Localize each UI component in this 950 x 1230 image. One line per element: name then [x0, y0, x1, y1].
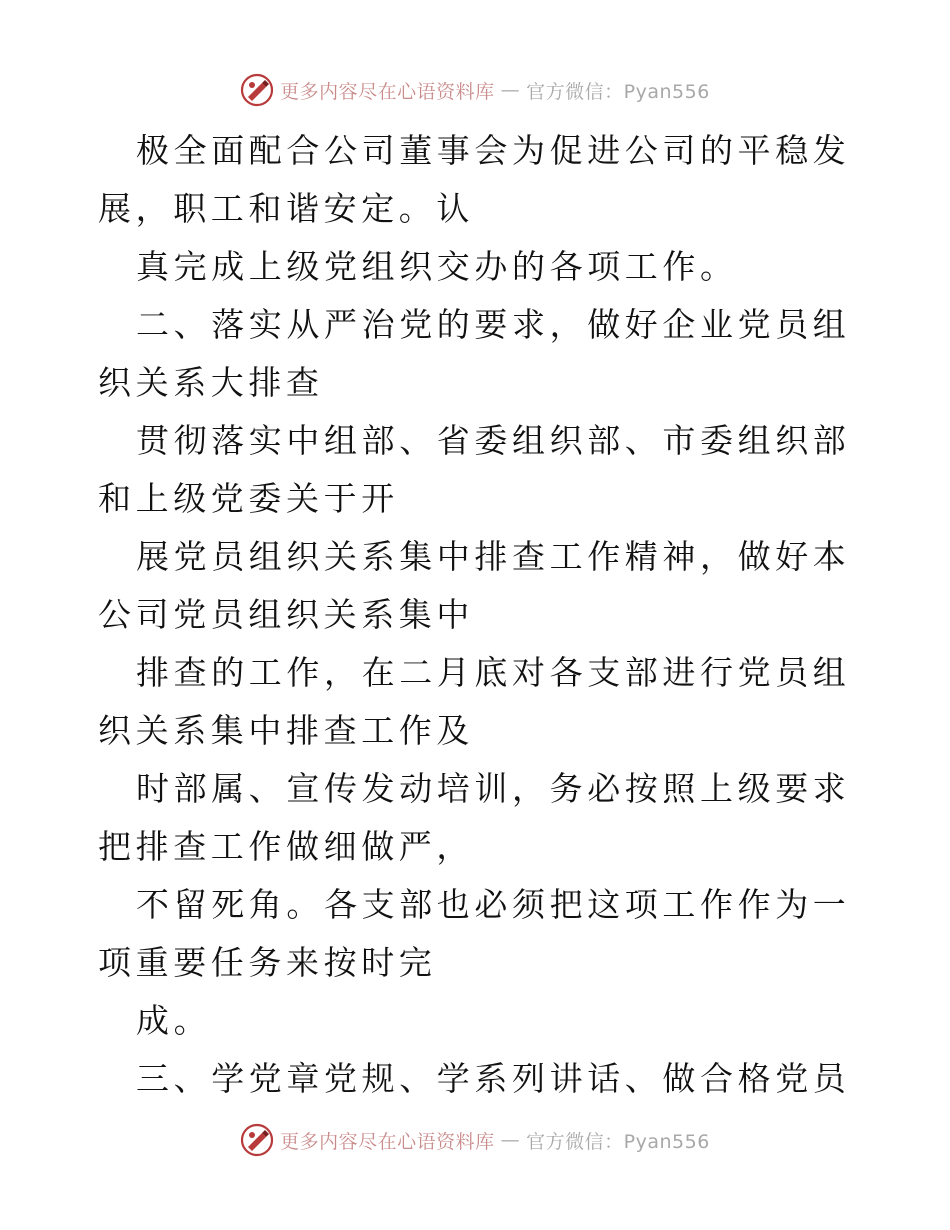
paragraph: 时部属、宣传发动培训，务必按照上级要求把排查工作做细做严，: [98, 769, 851, 866]
paragraph: 不留死角。各支部也必须把这项工作作为一项重要任务来按时完: [98, 885, 851, 982]
paragraph: 排查的工作，在二月底对各支部进行党员组织关系集中排查工作及: [98, 653, 851, 750]
watermark-contact-text: 官方微信：Pyan556: [526, 1130, 710, 1153]
pen-logo-icon: [240, 73, 274, 107]
watermark-contact-text: 官方微信：Pyan556: [526, 80, 710, 103]
section-heading: 三、学党章党规、学系列讲话、做合格党员: [136, 1059, 851, 1098]
pen-logo-icon: [240, 1123, 274, 1157]
paragraph: 成。: [136, 1001, 212, 1040]
header-watermark: [0, 70, 950, 110]
document-body: [98, 122, 858, 1108]
footer-watermark: [0, 1120, 950, 1160]
paragraph: 贯彻落实中组部、省委组织部、市委组织部和上级党委关于开: [98, 421, 851, 518]
watermark-separator: —: [500, 79, 521, 101]
paragraph: 极全面配合公司董事会为促进公司的平稳发展，职工和谐安定。认: [98, 131, 851, 228]
watermark-main-text: 更多内容尽在心语资料库: [280, 1130, 495, 1153]
section-heading: 二、落实从严治党的要求，做好企业党员组织关系大排查: [98, 305, 851, 402]
paragraph: 真完成上级党组织交办的各项工作。: [136, 247, 738, 286]
watermark-separator: —: [500, 1129, 521, 1151]
watermark-main-text: 更多内容尽在心语资料库: [280, 80, 495, 103]
paragraph: 展党员组织关系集中排查工作精神，做好本公司党员组织关系集中: [98, 537, 851, 634]
